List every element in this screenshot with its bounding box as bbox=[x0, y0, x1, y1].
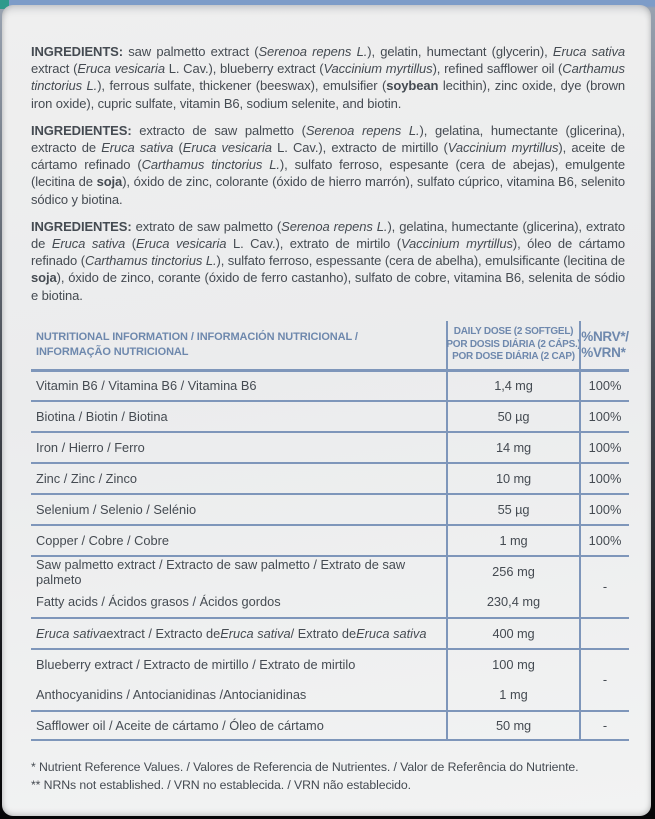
row-value: 1 mg bbox=[499, 532, 528, 548]
row-nrv: 100% bbox=[588, 532, 622, 548]
row-value-line2: 230,4 mg bbox=[486, 594, 541, 610]
table-row-biotin bbox=[31, 400, 629, 431]
table-row-copper bbox=[31, 524, 629, 555]
row-label: Eruca sativa extract / Extracto de Eruca sativa / Extrato de Eruca sativa bbox=[36, 625, 427, 641]
header-nrv-line-1: %NRV*/ bbox=[581, 328, 629, 344]
row-nrv: 100% bbox=[588, 378, 622, 394]
header-nutrient-label: NUTRITIONAL INFORMATION / INFORMACIÓN NUTRICIONAL / INFORMAÇÃO NUTRICIONAL bbox=[36, 330, 358, 358]
ingredients-paragraph-pt: INGREDIENTES: extrato de saw palmetto (Serenoa repens L.), gelatina, humectante (glicerina), extrato de Eruca sativa (Eruca vesicaria L. Cav.), extrato de mirtilo (Vaccinium myrtillus), óleo de cártamo refinado (Carthamus tinctorius L.), sulfato ferroso, espessante (cera de abelha), emulsificante (lecitina de soja), óxido de zinco, corante (óxido de ferro castanho), sulfato de cobre, vitamina B6, selenita de sódio e biotina. bbox=[31, 218, 626, 303]
row-label: Selenium / Selenio / Selénio bbox=[36, 501, 197, 517]
row-label: Zinc / Zinc / Zinco bbox=[36, 470, 137, 486]
table-row-safflower-oil bbox=[31, 710, 629, 741]
ingredients-paragraph-es: INGREDIENTES: extracto de saw palmetto (Serenoa repens L.), gelatina, humectante (glicerina), extracto de Eruca sativa (Eruca vesicaria L. Cav.), extracto de mirtillo (Vaccinium myrtillus), aceite de cártamo refinado (Carthamus tinctorius L.), sulfato ferroso, espesante (cera de abejas), emulgente (lecitina de soja), óxido de zinc, colorante (óxido de hierro marrón), sulfato cúprico, vitamina B6, selenito sódico y biotina. bbox=[31, 122, 626, 207]
row-label-line1: Blueberry extract / Extracto de mirtillo / Extrato de mirtilo bbox=[36, 657, 356, 673]
header-dose-column bbox=[446, 321, 579, 369]
header-nrv-column bbox=[579, 321, 629, 369]
header-dose-label bbox=[446, 326, 580, 364]
header-nrv-label bbox=[581, 329, 628, 361]
table-row-blueberry bbox=[31, 648, 629, 710]
row-label-line1: Saw palmetto extract / Extracto de saw palmetto / Extrato de saw palmeto bbox=[36, 556, 406, 587]
row-nrv: - bbox=[602, 672, 608, 688]
row-label: Vitamin B6 / Vitamina B6 / Vitamina B6 bbox=[36, 378, 257, 394]
row-nrv: 100% bbox=[588, 439, 622, 455]
row-label-line2: Fatty acids / Ácidos grasos / Ácidos gordos bbox=[36, 594, 281, 610]
table-row-eruca-sativa bbox=[31, 617, 629, 648]
row-nrv: 100% bbox=[588, 501, 622, 517]
table-row-zinc bbox=[31, 462, 629, 493]
row-value: 55 µg bbox=[497, 501, 530, 517]
nutrition-table-header bbox=[31, 321, 629, 369]
nutrition-table bbox=[31, 321, 629, 741]
row-nrv: - bbox=[602, 717, 608, 733]
footnote-not-established: ** NRNs not established. / VRN no establecida. / VRN não establecido. bbox=[31, 778, 411, 793]
table-row-saw-palmetto bbox=[31, 555, 629, 617]
header-nutrient-column bbox=[31, 321, 446, 369]
header-dose-line-en: DAILY DOSE (2 SOFTGEL) bbox=[453, 326, 574, 338]
footnote-nrv: * Nutrient Reference Values. / Valores de Referencia de Nutrientes. / Valor de Referência do Nutriente. bbox=[31, 759, 579, 774]
table-row-vitamin-b6 bbox=[31, 369, 629, 400]
row-label: Iron / Hierro / Ferro bbox=[36, 439, 145, 455]
footnotes bbox=[31, 758, 625, 795]
row-nrv: - bbox=[602, 579, 608, 595]
header-dose-line-pt: POR DOSE DIÁRIA (2 CAP) bbox=[452, 351, 575, 363]
header-dose-line-es: POR DOSIS DIÁRIA (2 CÁPS.) bbox=[446, 338, 581, 350]
table-row-iron bbox=[31, 431, 629, 462]
row-value: 14 mg bbox=[495, 439, 532, 455]
row-value: 50 mg bbox=[495, 717, 532, 733]
row-label: Biotina / Biotin / Biotina bbox=[36, 408, 168, 424]
header-nrv-line-2: %VRN* bbox=[581, 344, 626, 360]
row-nrv: 100% bbox=[588, 408, 622, 424]
row-value: 400 mg bbox=[492, 625, 535, 641]
row-label-line2: Anthocyanidins / Antocianidinas /Antocianidinas bbox=[36, 687, 307, 703]
row-value-line1: 256 mg bbox=[492, 564, 535, 580]
table-row-selenium bbox=[31, 493, 629, 524]
label-content bbox=[2, 5, 651, 816]
row-value: 10 mg bbox=[495, 470, 532, 486]
row-value: 50 µg bbox=[497, 408, 530, 424]
row-nrv: 100% bbox=[588, 470, 622, 486]
row-label: Copper / Cobre / Cobre bbox=[36, 532, 170, 548]
supplement-label-panel bbox=[2, 5, 651, 816]
row-value-line1: 100 mg bbox=[492, 657, 535, 673]
row-value: 1,4 mg bbox=[494, 378, 533, 394]
row-value-line2: 1 mg bbox=[499, 687, 528, 703]
row-label: Safflower oil / Aceite de cártamo / Óleo de cártamo bbox=[36, 717, 324, 733]
ingredients-paragraph-en: INGREDIENTS: saw palmetto extract (Serenoa repens L.), gelatin, humectant (glycerin), Eruca sativa extract (Eruca vesicaria L. Cav.), blueberry extract (Vaccinium myrtillus), refined safflower oil (Carthamus tinctorius L.), ferrous sulfate, thickener (beeswax), emulsifier (soybean lecithin), zinc oxide, dye (brown iron oxide), cupric sulfate, vitamin B6, sodium selenite, and biotin. bbox=[31, 44, 625, 111]
